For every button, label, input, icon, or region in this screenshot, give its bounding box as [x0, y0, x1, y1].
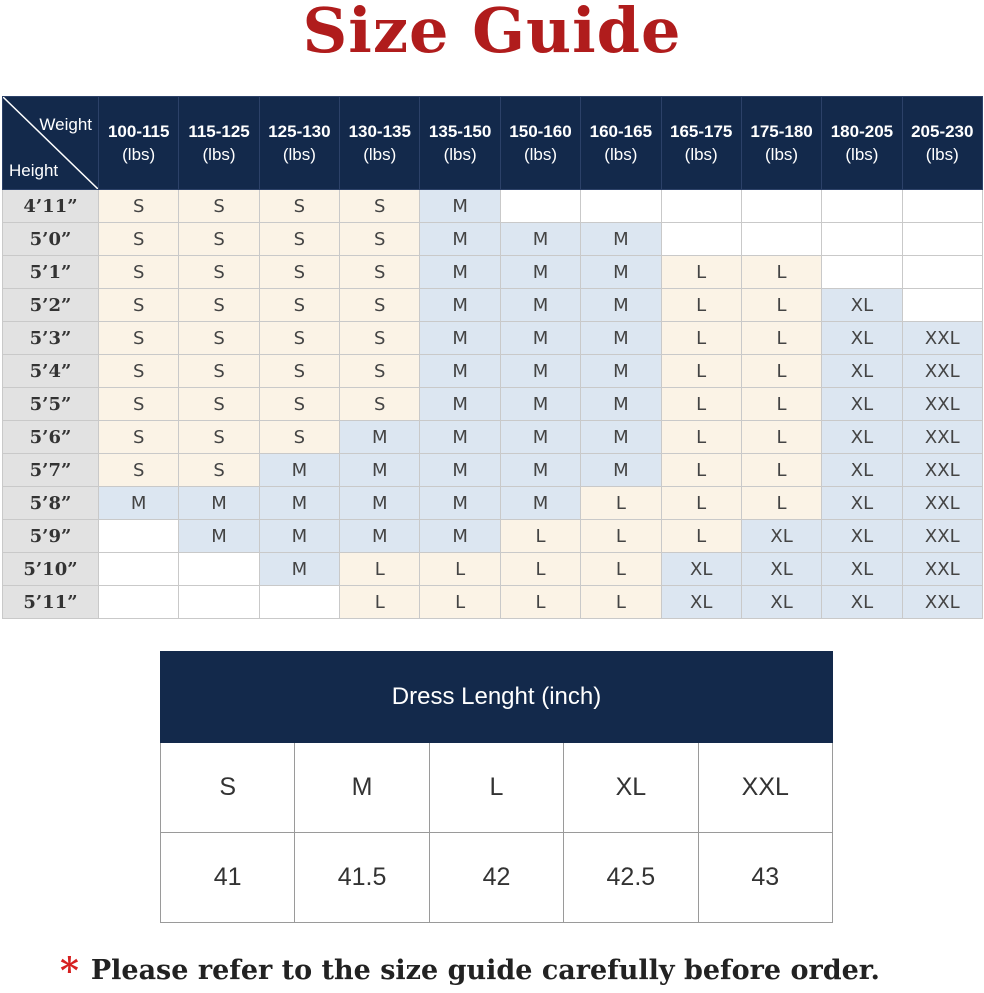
size-cell: XL	[741, 586, 821, 619]
asterisk-icon: *	[60, 950, 79, 992]
dress-length-row	[161, 833, 833, 923]
height-cell: 5’8”	[3, 487, 99, 520]
size-cell: M	[259, 454, 339, 487]
size-cell: L	[661, 289, 741, 322]
weight-column-header	[179, 97, 259, 190]
size-cell: XL	[822, 289, 902, 322]
weight-column-header	[741, 97, 821, 190]
footnote-text: Please refer to the size guide carefully before order.	[90, 955, 880, 986]
size-cell: XL	[661, 553, 741, 586]
size-cell: S	[259, 322, 339, 355]
footnote	[60, 950, 960, 993]
size-cell: XXL	[902, 421, 982, 454]
weight-range: 150-160	[509, 122, 572, 141]
size-cell: XL	[822, 553, 902, 586]
size-cell: S	[179, 421, 259, 454]
size-cell: XXL	[902, 454, 982, 487]
size-cell	[99, 520, 179, 553]
weight-column-header	[99, 97, 179, 190]
size-cell: S	[340, 322, 420, 355]
size-cell: M	[500, 355, 580, 388]
size-cell: L	[581, 487, 661, 520]
height-cell: 5’0”	[3, 223, 99, 256]
size-cell: L	[581, 553, 661, 586]
size-cell: L	[661, 520, 741, 553]
weight-unit: (lbs)	[363, 145, 397, 164]
size-cell: M	[500, 487, 580, 520]
weight-unit: (lbs)	[523, 145, 557, 164]
weight-axis-label: Weight	[39, 115, 92, 134]
size-cell: S	[340, 388, 420, 421]
size-cell: M	[500, 322, 580, 355]
size-cell: S	[259, 388, 339, 421]
size-chart-row	[3, 223, 983, 256]
size-cell: M	[581, 355, 661, 388]
height-cell: 5’3”	[3, 322, 99, 355]
size-chart-row	[3, 190, 983, 223]
weight-column-header	[822, 97, 902, 190]
dress-size-row	[161, 743, 833, 833]
size-cell: L	[661, 256, 741, 289]
size-cell: S	[179, 289, 259, 322]
page-title: Size Guide	[302, 0, 682, 67]
size-cell	[902, 223, 982, 256]
size-cell: L	[340, 586, 420, 619]
size-cell: M	[500, 388, 580, 421]
size-chart-header-row	[3, 97, 983, 190]
size-cell: S	[99, 190, 179, 223]
weight-range: 100-115	[107, 122, 170, 141]
size-cell: XXL	[902, 520, 982, 553]
size-cell: L	[741, 355, 821, 388]
size-cell: M	[340, 520, 420, 553]
size-cell: L	[661, 421, 741, 454]
size-cell	[99, 553, 179, 586]
dress-length-cell: 42.5	[564, 833, 698, 923]
size-cell	[822, 223, 902, 256]
size-cell	[741, 190, 821, 223]
size-cell: S	[99, 454, 179, 487]
dress-size-cell: XL	[564, 743, 698, 833]
weight-range: 165-175	[670, 122, 733, 141]
size-cell: M	[581, 289, 661, 322]
size-cell: S	[259, 421, 339, 454]
size-chart-row	[3, 454, 983, 487]
size-cell	[500, 190, 580, 223]
height-cell: 5’5”	[3, 388, 99, 421]
size-cell: S	[259, 223, 339, 256]
weight-range: 175-180	[750, 122, 813, 141]
size-cell: S	[259, 256, 339, 289]
size-chart-row	[3, 553, 983, 586]
size-cell: XL	[741, 520, 821, 553]
height-cell: 4’11”	[3, 190, 99, 223]
size-cell: S	[259, 190, 339, 223]
height-cell: 5’9”	[3, 520, 99, 553]
size-cell	[822, 256, 902, 289]
size-cell: L	[581, 520, 661, 553]
size-cell: L	[500, 520, 580, 553]
size-cell: XL	[822, 421, 902, 454]
size-cell	[661, 223, 741, 256]
weight-unit: (lbs)	[604, 145, 638, 164]
size-cell: M	[340, 421, 420, 454]
size-cell	[179, 553, 259, 586]
size-cell: XL	[741, 553, 821, 586]
size-cell	[179, 586, 259, 619]
height-cell: 5’7”	[3, 454, 99, 487]
size-cell: M	[259, 553, 339, 586]
size-cell: L	[741, 289, 821, 322]
size-cell	[661, 190, 741, 223]
dress-size-cell: XXL	[698, 743, 832, 833]
size-cell: S	[259, 289, 339, 322]
size-cell	[902, 289, 982, 322]
size-cell	[741, 223, 821, 256]
height-cell: 5’2”	[3, 289, 99, 322]
size-cell	[822, 190, 902, 223]
size-cell	[581, 190, 661, 223]
size-chart-row	[3, 355, 983, 388]
size-cell: M	[259, 520, 339, 553]
weight-unit: (lbs)	[925, 145, 959, 164]
weight-unit: (lbs)	[684, 145, 718, 164]
size-cell: S	[340, 289, 420, 322]
size-cell: XL	[822, 388, 902, 421]
size-cell: L	[661, 355, 741, 388]
size-cell: XXL	[902, 322, 982, 355]
size-cell: M	[340, 454, 420, 487]
size-cell: L	[741, 322, 821, 355]
size-cell: M	[420, 355, 500, 388]
size-cell: M	[179, 520, 259, 553]
size-cell	[99, 586, 179, 619]
size-cell: S	[259, 355, 339, 388]
size-cell: M	[179, 487, 259, 520]
size-cell: S	[99, 355, 179, 388]
weight-column-header	[902, 97, 982, 190]
size-cell: L	[741, 487, 821, 520]
size-cell: S	[179, 322, 259, 355]
height-cell: 5’11”	[3, 586, 99, 619]
size-cell: S	[99, 388, 179, 421]
height-cell: 5’4”	[3, 355, 99, 388]
size-cell: XXL	[902, 586, 982, 619]
size-cell: S	[99, 421, 179, 454]
size-cell: M	[259, 487, 339, 520]
size-cell: L	[500, 553, 580, 586]
size-cell: M	[500, 289, 580, 322]
size-cell: XL	[661, 586, 741, 619]
size-cell: M	[99, 487, 179, 520]
weight-range: 205-230	[911, 122, 974, 141]
size-cell: L	[661, 388, 741, 421]
dress-length-cell: 41	[161, 833, 295, 923]
size-cell: S	[179, 223, 259, 256]
size-cell: M	[420, 421, 500, 454]
size-chart-row	[3, 520, 983, 553]
size-cell: L	[581, 586, 661, 619]
size-cell: M	[420, 322, 500, 355]
size-cell: XXL	[902, 553, 982, 586]
size-chart-row	[3, 256, 983, 289]
weight-column-header	[340, 97, 420, 190]
weight-unit: (lbs)	[122, 145, 156, 164]
size-cell: M	[420, 256, 500, 289]
weight-column-header	[420, 97, 500, 190]
size-cell	[902, 256, 982, 289]
size-cell: XL	[822, 586, 902, 619]
weight-range: 135-150	[428, 122, 492, 141]
size-cell: L	[661, 487, 741, 520]
size-cell: M	[500, 256, 580, 289]
size-cell: L	[661, 322, 741, 355]
size-cell: L	[420, 553, 500, 586]
size-cell: L	[741, 256, 821, 289]
size-cell: S	[179, 355, 259, 388]
weight-range: 160-165	[589, 122, 653, 141]
weight-range: 130-135	[348, 122, 411, 141]
weight-unit: (lbs)	[282, 145, 316, 164]
size-cell: M	[420, 388, 500, 421]
size-cell: M	[581, 454, 661, 487]
size-cell: M	[581, 256, 661, 289]
weight-unit: (lbs)	[765, 145, 799, 164]
size-cell: M	[420, 289, 500, 322]
size-cell: M	[420, 223, 500, 256]
size-cell	[259, 586, 339, 619]
size-chart-body	[3, 190, 983, 619]
size-cell: L	[741, 388, 821, 421]
height-cell: 5’6”	[3, 421, 99, 454]
size-cell: M	[581, 223, 661, 256]
size-cell: M	[581, 322, 661, 355]
size-cell: S	[99, 322, 179, 355]
weight-range: 180-205	[830, 122, 894, 141]
size-cell: M	[581, 421, 661, 454]
weight-column-header	[500, 97, 580, 190]
height-cell: 5’10”	[3, 553, 99, 586]
size-cell: M	[500, 223, 580, 256]
dress-length-cell: 41.5	[295, 833, 429, 923]
weight-range: 115-125	[188, 122, 250, 141]
size-cell: S	[340, 223, 420, 256]
size-cell: XXL	[902, 388, 982, 421]
dress-length-cell: 43	[698, 833, 832, 923]
size-cell: M	[500, 421, 580, 454]
weight-column-header	[259, 97, 339, 190]
dress-size-cell: L	[429, 743, 563, 833]
weight-column-header	[581, 97, 661, 190]
size-cell: M	[500, 454, 580, 487]
size-chart-row	[3, 322, 983, 355]
size-cell: XL	[822, 487, 902, 520]
dress-length-header: Dress Lenght (inch)	[161, 652, 833, 743]
size-cell: XL	[822, 520, 902, 553]
size-cell: XL	[822, 454, 902, 487]
size-chart-row	[3, 487, 983, 520]
size-cell: S	[99, 289, 179, 322]
size-chart-table	[2, 96, 983, 619]
size-cell: S	[179, 388, 259, 421]
size-cell: XXL	[902, 487, 982, 520]
size-cell: M	[340, 487, 420, 520]
size-cell: M	[420, 487, 500, 520]
size-cell: M	[420, 454, 500, 487]
size-cell: S	[99, 223, 179, 256]
size-cell: M	[581, 388, 661, 421]
size-cell: L	[741, 421, 821, 454]
size-cell: S	[179, 454, 259, 487]
weight-unit: (lbs)	[443, 145, 477, 164]
dress-size-cell: S	[161, 743, 295, 833]
size-cell: L	[500, 586, 580, 619]
size-chart-row	[3, 289, 983, 322]
size-cell: L	[661, 454, 741, 487]
size-chart-row	[3, 388, 983, 421]
size-cell: S	[179, 190, 259, 223]
size-chart-row	[3, 586, 983, 619]
weight-column-header	[661, 97, 741, 190]
size-cell: S	[340, 190, 420, 223]
size-cell: M	[420, 520, 500, 553]
size-cell	[902, 190, 982, 223]
size-cell: S	[179, 256, 259, 289]
weight-unit: (lbs)	[202, 145, 236, 164]
corner-header-cell	[3, 97, 99, 190]
size-cell: XL	[822, 322, 902, 355]
weight-unit: (lbs)	[845, 145, 879, 164]
size-cell: XXL	[902, 355, 982, 388]
size-cell: L	[741, 454, 821, 487]
dress-length-cell: 42	[429, 833, 563, 923]
size-cell: L	[340, 553, 420, 586]
size-cell: S	[340, 355, 420, 388]
dress-length-table	[160, 651, 833, 923]
size-cell: M	[420, 190, 500, 223]
size-cell: XL	[822, 355, 902, 388]
size-chart-row	[3, 421, 983, 454]
height-axis-label: Height	[9, 161, 59, 180]
size-cell: L	[420, 586, 500, 619]
height-cell: 5’1”	[3, 256, 99, 289]
dress-size-cell: M	[295, 743, 429, 833]
size-cell: S	[99, 256, 179, 289]
weight-range: 125-130	[268, 122, 331, 141]
size-cell: S	[340, 256, 420, 289]
